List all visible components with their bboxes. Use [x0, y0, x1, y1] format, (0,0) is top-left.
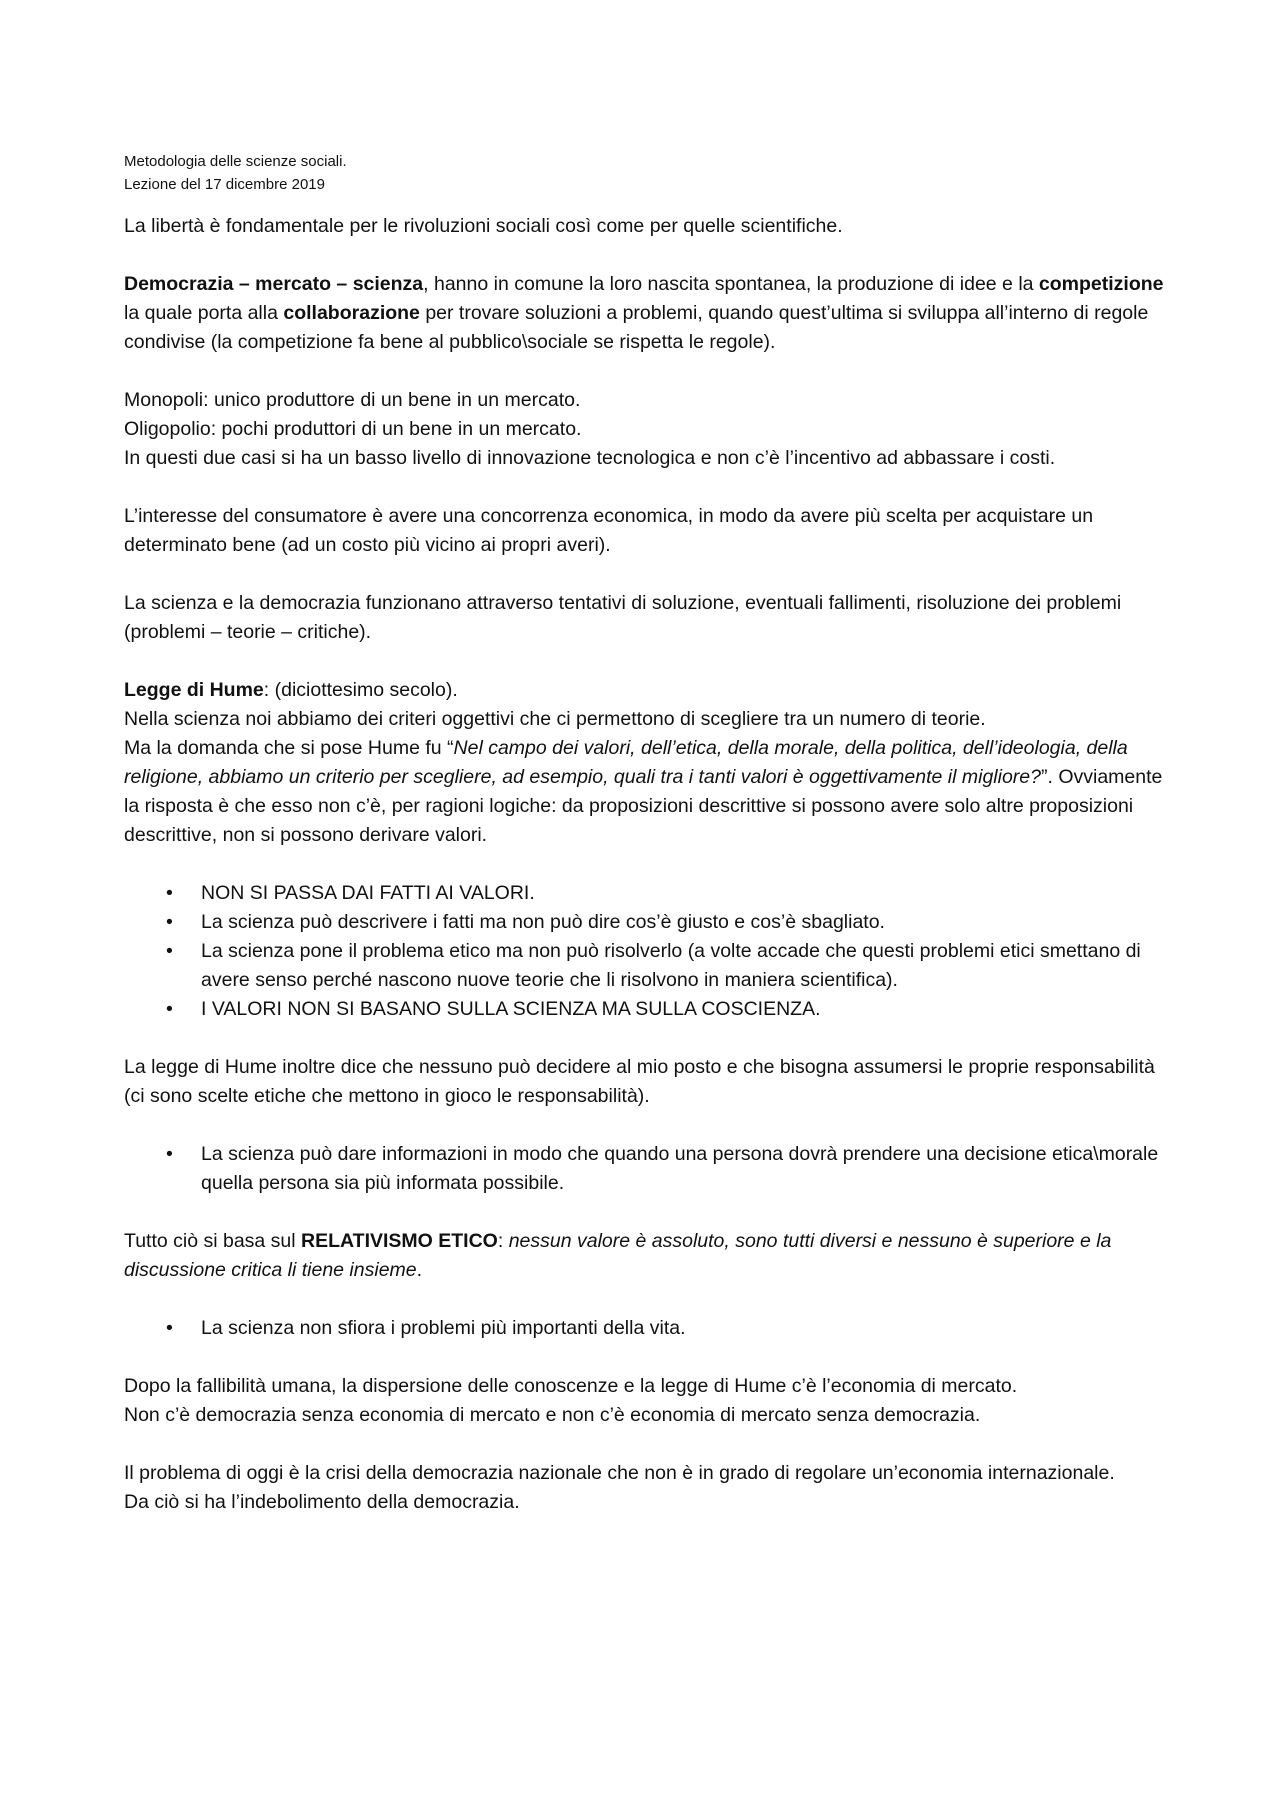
paragraph-freedom: La libertà è fondamentale per le rivoluzioni sociali così come per quelle scientifiche. [124, 215, 843, 237]
italic-quote: Nel campo dei valori, dell’etica, della morale, della politica, dell’ideologia, della religione, abbiamo un criterio per scegliere, ad esempio, quali tra i tanti valori è oggettivamente il migliore? [124, 737, 1128, 788]
paragraph-consumer: L’interesse del consumatore è avere una concorrenza economica, in modo da avere più scelta per acquistare un determinato bene (ad un costo più vicino ai propri averi). [124, 505, 1094, 556]
bullet-icon: • [166, 998, 173, 1020]
bullet-list-information [124, 1140, 1174, 1198]
text-line: Non c’è democrazia senza economia di mercato e non c’è economia di mercato senza democrazia. [124, 1404, 981, 1426]
text-run: : (diciottesimo secolo). [263, 679, 458, 701]
paragraph-ethical-relativism [124, 1227, 1174, 1285]
bullet-list-hume [124, 879, 1174, 1024]
text-run: , hanno in comune la loro nascita spontanea, la produzione di idee e la [423, 273, 1039, 295]
bullet-list-life [124, 1314, 1174, 1343]
paragraph-monopoly [124, 386, 1174, 473]
paragraph-responsibility: La legge di Hume inoltre dice che nessuno può decidere al mio posto e che bisogna assumersi le proprie responsabilità (ci sono scelte etiche che mettono in gioco le responsabilità). [124, 1056, 1155, 1107]
bullet-icon: • [166, 911, 173, 933]
text-run: Ma la domanda che si pose Hume fu “ [124, 737, 454, 759]
bold-term: Democrazia – mercato – scienza [124, 273, 424, 295]
paragraph-market-economy [124, 1372, 1174, 1430]
list-item-text: La scienza non sfiora i problemi più importanti della vita. [201, 1317, 686, 1339]
paragraph-democracy-market-science [124, 270, 1174, 357]
text-line: Oligopolio: pochi produttori di un bene in un mercato. [124, 418, 582, 440]
list-item [124, 937, 1174, 995]
course-title: Metodologia delle scienze sociali. [124, 153, 347, 170]
list-item [124, 1314, 1174, 1343]
list-item [124, 908, 1174, 937]
text-line: In questi due casi si ha un basso livello di innovazione tecnologica e non c’è l’incentivo ad abbassare i costi. [124, 447, 1056, 469]
list-item [124, 879, 1174, 908]
text-line: Da ciò si ha l’indebolimento della democrazia. [124, 1491, 520, 1513]
document-page [124, 150, 1174, 1517]
list-item [124, 995, 1174, 1024]
italic-definition: nessun valore è assoluto, sono tutti diversi e nessuno è superiore e la discussione critica li tiene insieme [124, 1230, 1112, 1281]
bold-term: collaborazione [283, 302, 420, 324]
text-line: Nella scienza noi abbiamo dei criteri oggettivi che ci permettono di scegliere tra un numero di teorie. [124, 708, 986, 730]
list-item [124, 1140, 1174, 1198]
text-run: : [497, 1230, 509, 1252]
text-run: per trovare soluzioni a problemi, quando quest’ultima si sviluppa all’interno di regole condivise (la competizione fa bene al pubblico\sociale se rispetta le regole). [124, 302, 1149, 353]
text-line: Il problema di oggi è la crisi della democrazia nazionale che non è in grado di regolare un’economia internazionale. [124, 1462, 1115, 1484]
text-run: la quale porta alla [124, 302, 284, 324]
lesson-date: Lezione del 17 dicembre 2019 [124, 176, 325, 193]
list-item-text: La scienza può descrivere i fatti ma non può dire cos’è giusto e cos’è sbagliato. [201, 911, 885, 933]
paragraph-science-democracy: La scienza e la democrazia funzionano attraverso tentativi di soluzione, eventuali fallimenti, risoluzione dei problemi (problemi – teorie – critiche). [124, 592, 1122, 643]
list-item-text: La scienza può dare informazioni in modo che quando una persona dovrà prendere una decisione etica\morale quella persona sia più informata possibile. [201, 1143, 1159, 1194]
list-item-text: I VALORI NON SI BASANO SULLA SCIENZA MA SULLA COSCIENZA. [201, 998, 821, 1020]
bullet-icon: • [166, 940, 173, 962]
section-heading: Legge di Hume [124, 679, 264, 701]
bullet-icon: • [166, 1143, 173, 1165]
bullet-icon: • [166, 882, 173, 904]
text-run: Tutto ciò si basa sul [124, 1230, 302, 1252]
paragraph-democracy-crisis [124, 1459, 1174, 1517]
text-line: Dopo la fallibilità umana, la dispersione delle conoscenze e la legge di Hume c’è l’economia di mercato. [124, 1375, 1018, 1397]
text-line: Monopoli: unico produttore di un bene in un mercato. [124, 389, 581, 411]
bold-term: competizione [1038, 273, 1164, 295]
text-run: . [416, 1259, 423, 1281]
bullet-icon: • [166, 1317, 173, 1339]
text-run: ”. Ovviamente la risposta è che esso non c’è, per ragioni logiche: da proposizioni descrittive si possono avere solo altre proposizioni descrittive, non si possono derivare valori. [124, 766, 1163, 846]
bold-term: RELATIVISMO ETICO [301, 1230, 498, 1252]
document-header [124, 150, 1174, 196]
paragraph-hume-law [124, 676, 1174, 850]
list-item-text: La scienza pone il problema etico ma non può risolverlo (a volte accade che questi problemi etici smettano di avere senso perché nascono nuove teorie che li risolvono in maniera scientifica). [201, 940, 1141, 991]
list-item-text: NON SI PASSA DAI FATTI AI VALORI. [201, 882, 535, 904]
